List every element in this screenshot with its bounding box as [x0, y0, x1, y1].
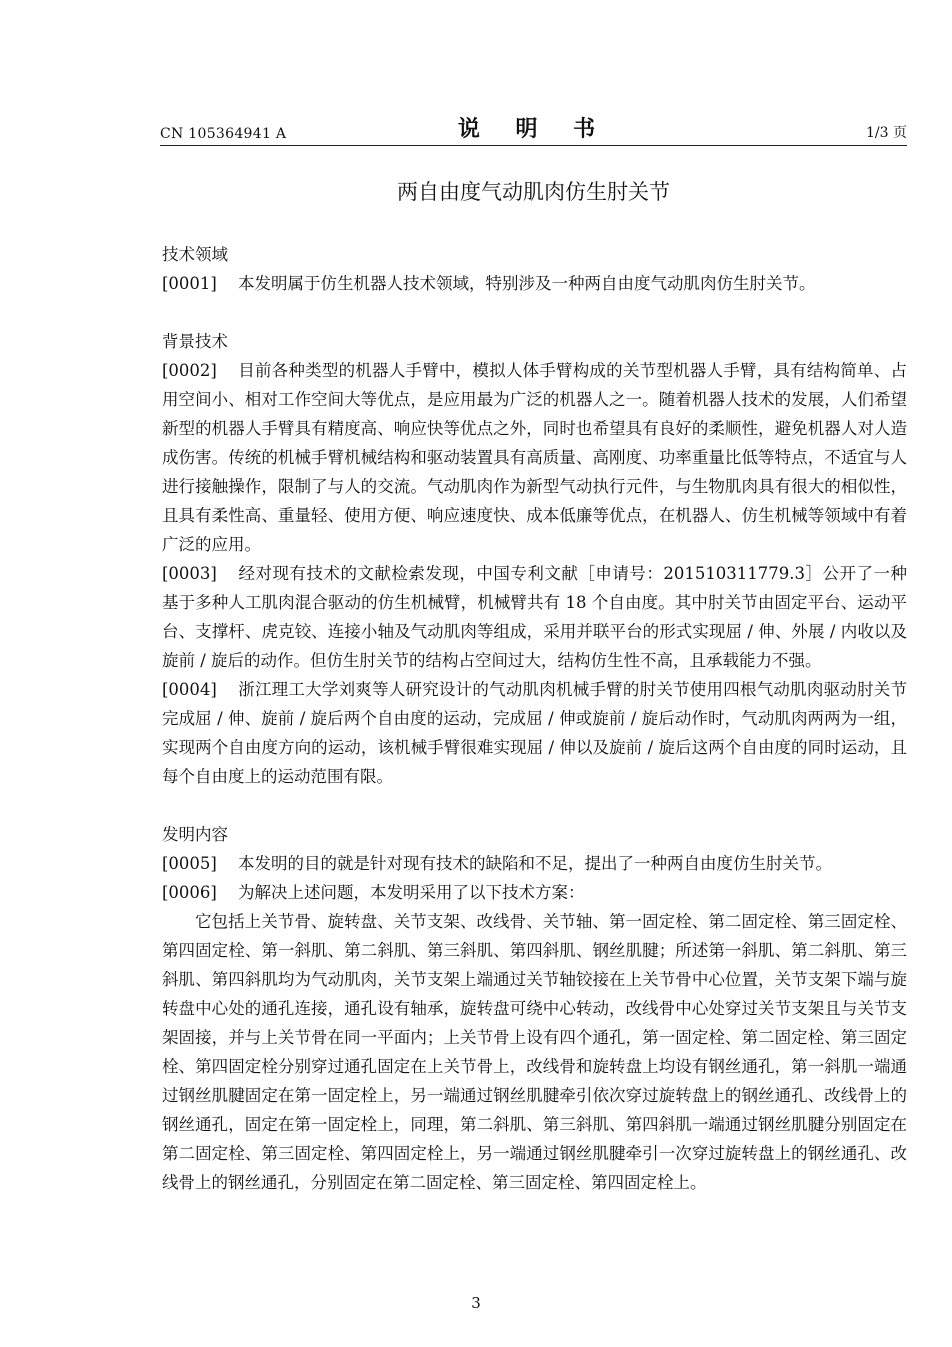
paragraph-text: 本发明属于仿生机器人技术领域，特别涉及一种两自由度气动肌肉仿生肘关节。 — [238, 274, 816, 293]
header-rule — [160, 145, 907, 146]
paragraph-number: [0005] — [162, 854, 217, 873]
page-header — [160, 112, 907, 144]
paragraph-number: [0004] — [162, 680, 217, 699]
paragraph-text: 为解决上述问题，本发明采用了以下技术方案： — [238, 883, 585, 902]
page-number: 3 — [471, 1294, 481, 1312]
paragraph-0003 — [162, 559, 907, 675]
paragraph-number: [0002] — [162, 361, 217, 380]
paragraph-number: [0001] — [162, 274, 217, 293]
section-heading-technical-field: 技术领域 — [162, 245, 228, 264]
paragraph-0005 — [162, 849, 907, 878]
document-title: 两自由度气动肌肉仿生肘关节 — [397, 180, 670, 204]
document-body — [162, 240, 907, 1197]
paragraph-0006 — [162, 878, 907, 907]
paragraph-0001 — [162, 269, 907, 298]
paragraph-0002 — [162, 356, 907, 559]
paragraph-number: [0006] — [162, 883, 217, 902]
publication-number: CN 105364941 A — [160, 126, 287, 142]
section-gap — [162, 298, 907, 327]
paragraph-number: [0003] — [162, 564, 217, 583]
paragraph-text: 经对现有技术的文献检索发现，中国专利文献［申请号：201510311779.3］公开了一种基于多种人工肌肉混合驱动的仿生机械臂，机械臂共有 18 个自由度。其中肘关节由固定平台、运动平台、支撑杆、虎克铰、连接小轴及气动肌肉等组成，采用并联平台的形式实现屈 / 伸、外展 / 内收以及旋前 / 旋后的动作。但仿生肘关节的结构占空间过大，结构仿生性不高，且承载能力不强。 — [162, 564, 907, 670]
paragraph-text: 目前各种类型的机器人手臂中，模拟人体手臂构成的关节型机器人手臂，具有结构简单、占用空间小、相对工作空间大等优点，是应用最为广泛的机器人之一。随着机器人技术的发展，人们希望新型的机器人手臂具有精度高、响应快等优点之外，同时也希望具有良好的柔顺性，避免机器人对人造成伤害。传统的机械手臂机械结构和驱动装置具有高质量、高刚度、功率重量比低等特点，不适宜与人进行接触操作，限制了与人的交流。气动肌肉作为新型气动执行元件，与生物肌肉具有很大的相似性，且具有柔性高、重量轻、使用方便、响应速度快、成本低廉等优点，在机器人、仿生机械等领域中有着广泛的应用。 — [162, 361, 907, 554]
page-indicator: 1/3 页 — [866, 125, 907, 141]
section-gap — [162, 791, 907, 820]
document-type: 说 明 书 — [457, 117, 610, 142]
paragraph-0004 — [162, 675, 907, 791]
section-heading-background: 背景技术 — [162, 332, 228, 351]
paragraph-text: 本发明的目的就是针对现有技术的缺陷和不足，提出了一种两自由度仿生肘关节。 — [238, 854, 832, 873]
paragraph-0006-continued: 它包括上关节骨、旋转盘、关节支架、改线骨、关节轴、第一固定栓、第二固定栓、第三固定栓、第四固定栓、第一斜肌、第二斜肌、第三斜肌、第四斜肌、钢丝肌腱；所述第一斜肌、第二斜肌、第三斜肌、第四斜肌均为气动肌肉，关节支架上端通过关节轴铰接在上关节骨中心位置，关节支架下端与旋转盘中心处的通孔连接，通孔设有轴承，旋转盘可绕中心转动，改线骨中心处穿过关节支架且与关节支架固接，并与上关节骨在同一平面内；上关节骨上设有四个通孔，第一固定栓、第二固定栓、第三固定栓、第四固定栓分别穿过通孔固定在上关节骨上，改线骨和旋转盘上均设有钢丝通孔，第一斜肌一端通过钢丝肌腱固定在第一固定栓上，另一端通过钢丝肌腱牵引依次穿过旋转盘上的钢丝通孔、改线骨上的钢丝通孔，固定在第一固定栓上，同理，第二斜肌、第三斜肌、第四斜肌一端通过钢丝肌腱分别固定在第二固定栓、第三固定栓、第四固定栓上，另一端通过钢丝肌腱牵引一次穿过旋转盘上的钢丝通孔、改线骨上的钢丝通孔，分别固定在第二固定栓、第三固定栓、第四固定栓上。 — [162, 912, 907, 1192]
paragraph-text: 浙江理工大学刘爽等人研究设计的气动肌肉机械手臂的肘关节使用四根气动肌肉驱动肘关节完成屈 / 伸、旋前 / 旋后两个自由度的运动，完成屈 / 伸或旋前 / 旋后动作时，气动肌肉两两为一组，实现两个自由度方向的运动，该机械手臂很难实现屈 / 伸以及旋前 / 旋后这两个自由度的同时运动，且每个自由度上的运动范围有限。 — [162, 680, 907, 786]
section-heading-invention: 发明内容 — [162, 825, 228, 844]
